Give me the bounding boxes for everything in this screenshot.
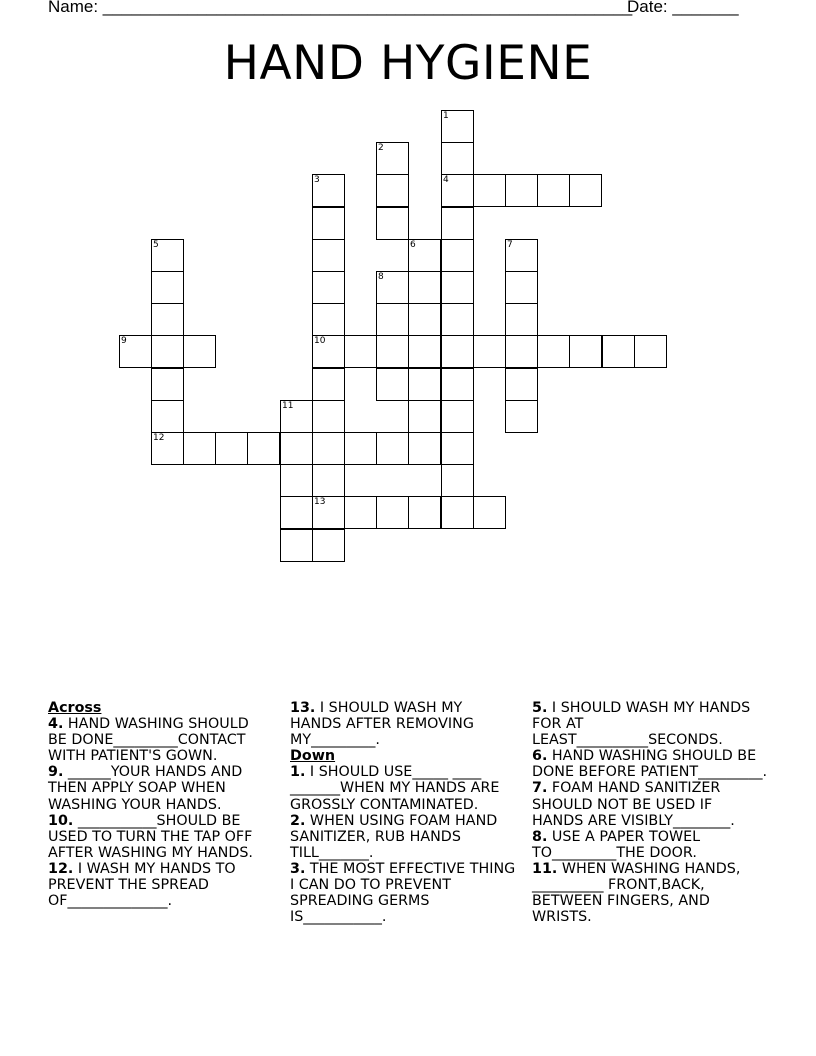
grid-cell[interactable] [376,496,409,529]
grid-cell[interactable] [151,239,184,272]
grid-cell[interactable] [505,303,538,336]
grid-cell[interactable] [441,464,474,497]
grid-cell[interactable] [215,432,248,465]
grid-cell[interactable] [505,335,538,368]
grid-cell[interactable] [408,368,441,401]
grid-cell[interactable] [280,432,313,465]
grid-cell[interactable] [247,432,280,465]
grid-cell[interactable] [376,335,409,368]
grid-cell[interactable] [537,174,570,207]
grid-cell[interactable] [312,432,345,465]
grid-cell[interactable] [376,174,409,207]
grid-cell[interactable] [280,464,313,497]
grid-cell[interactable] [312,174,345,207]
grid-cell[interactable] [473,496,506,529]
grid-cell[interactable] [441,432,474,465]
grid-cell[interactable] [280,529,313,562]
grid-cell[interactable] [505,400,538,433]
clue-down-2: 2. WHEN USING FOAM HAND SANITIZER, RUB HANDS TILL_______. [290,812,498,861]
clue-down-8: 8. USE A PAPER TOWEL TO_________THE DOOR. [532,828,701,861]
grid-cell[interactable] [376,368,409,401]
clue-number: 2 [378,143,384,153]
clues-column-3 [532,700,768,925]
grid-cell[interactable] [312,529,345,562]
grid-cell[interactable] [312,400,345,433]
down-heading: Down [290,748,336,765]
clue-down-11: 11. WHEN WASHING HANDS, __________ FRONT,BACK, BETWEEN FINGERS, AND WRISTS. [532,860,741,926]
grid-cell[interactable] [151,271,184,304]
grid-cell[interactable] [441,496,474,529]
clues-column-2 [290,700,516,925]
clue-across-10: 10. ___________SHOULD BE USED TO TURN THE TAP OFF AFTER WASHING MY HANDS. [48,812,253,861]
clue-number: 7 [507,240,513,250]
grid-cell[interactable] [151,335,184,368]
grid-cell[interactable] [408,496,441,529]
clue-across-12: 12. I WASH MY HANDS TO PREVENT THE SPREAD OF______________. [48,860,236,910]
grid-cell[interactable] [408,432,441,465]
grid-cell[interactable] [441,110,474,143]
grid-cell[interactable] [183,432,216,465]
grid-cell[interactable] [376,432,409,465]
grid-cell[interactable] [312,303,345,336]
grid-cell[interactable] [441,142,474,175]
grid-cell[interactable] [505,174,538,207]
date-field[interactable]: Date: _______ [627,0,739,16]
grid-cell[interactable] [312,271,345,304]
grid-cell[interactable] [473,335,506,368]
grid-cell[interactable] [312,239,345,272]
grid-cell[interactable] [376,271,409,304]
grid-cell[interactable] [183,335,216,368]
clue-number: 13 [314,497,326,507]
grid-cell[interactable] [312,207,345,240]
clue-down-6: 6. HAND WASHING SHOULD BE DONE BEFORE PATIENT_________. [532,748,768,781]
grid-cell[interactable] [376,303,409,336]
grid-cell[interactable] [344,335,377,368]
clue-across-4: 4. HAND WASHING SHOULD BE DONE_________CONTACT WITH PATIENT'S GOWN. [48,716,249,765]
grid-cell[interactable] [505,368,538,401]
grid-cell[interactable] [344,496,377,529]
clue-down-3: 3. THE MOST EFFECTIVE THING I CAN DO TO PREVENT SPREADING GERMS IS___________. [290,860,516,926]
grid-cell[interactable] [537,335,570,368]
grid-cell[interactable] [505,239,538,272]
grid-cell[interactable] [408,239,441,272]
grid-cell[interactable] [408,303,441,336]
grid-cell[interactable] [280,400,313,433]
grid-cell[interactable] [569,174,602,207]
grid-cell[interactable] [344,432,377,465]
clue-number: 1 [443,111,449,121]
grid-cell[interactable] [312,464,345,497]
clue-number: 4 [443,175,449,185]
grid-cell[interactable] [151,432,184,465]
grid-cell[interactable] [473,174,506,207]
clue-number: 9 [121,336,127,346]
grid-cell[interactable] [151,303,184,336]
grid-cell[interactable] [441,239,474,272]
clue-number: 10 [314,336,326,346]
grid-cell[interactable] [376,207,409,240]
grid-cell[interactable] [441,335,474,368]
clue-number: 11 [282,401,294,411]
grid-cell[interactable] [151,368,184,401]
clue-number: 12 [153,433,165,443]
name-field[interactable]: Name: ________________________________________________________ [48,0,633,16]
clue-number: 3 [314,175,320,185]
grid-cell[interactable] [312,335,345,368]
clue-across-13: 13. I SHOULD WASH MY HANDS AFTER REMOVING MY_________. [290,700,474,749]
clue-down-1: 1. I SHOULD USE_____ ____ _______WHEN MY HANDS ARE GROSSLY CONTAMINATED. [290,764,500,813]
grid-cell[interactable] [376,142,409,175]
clue-number: 6 [410,240,416,250]
grid-cell[interactable] [569,335,602,368]
clue-number: 5 [153,240,159,250]
clues-column-1 [48,700,266,909]
grid-cell[interactable] [408,335,441,368]
grid-cell[interactable] [441,368,474,401]
grid-cell[interactable] [119,335,152,368]
grid-cell[interactable] [312,368,345,401]
grid-cell[interactable] [634,335,667,368]
grid-cell[interactable] [441,271,474,304]
grid-cell[interactable] [408,271,441,304]
grid-cell[interactable] [505,271,538,304]
grid-cell[interactable] [280,496,313,529]
grid-cell[interactable] [151,400,184,433]
across-heading: Across [48,700,102,716]
grid-cell[interactable] [441,174,474,207]
clue-number: 8 [378,272,384,282]
page-title: HAND HYGIENE [223,36,593,91]
clue-down-7: 7. FOAM HAND SANITIZER SHOULD NOT BE USED IF HANDS ARE VISIBLY________. [532,780,735,829]
clue-across-9: 9. ______YOUR HANDS AND THEN APPLY SOAP WHEN WASHING YOUR HANDS. [48,764,243,813]
clue-down-5: 5. I SHOULD WASH MY HANDS FOR AT LEAST__________SECONDS. [532,700,751,749]
grid-cell[interactable] [441,303,474,336]
grid-cell[interactable] [441,207,474,240]
grid-cell[interactable] [441,400,474,433]
grid-cell[interactable] [312,496,345,529]
grid-cell[interactable] [602,335,635,368]
grid-cell[interactable] [408,400,441,433]
